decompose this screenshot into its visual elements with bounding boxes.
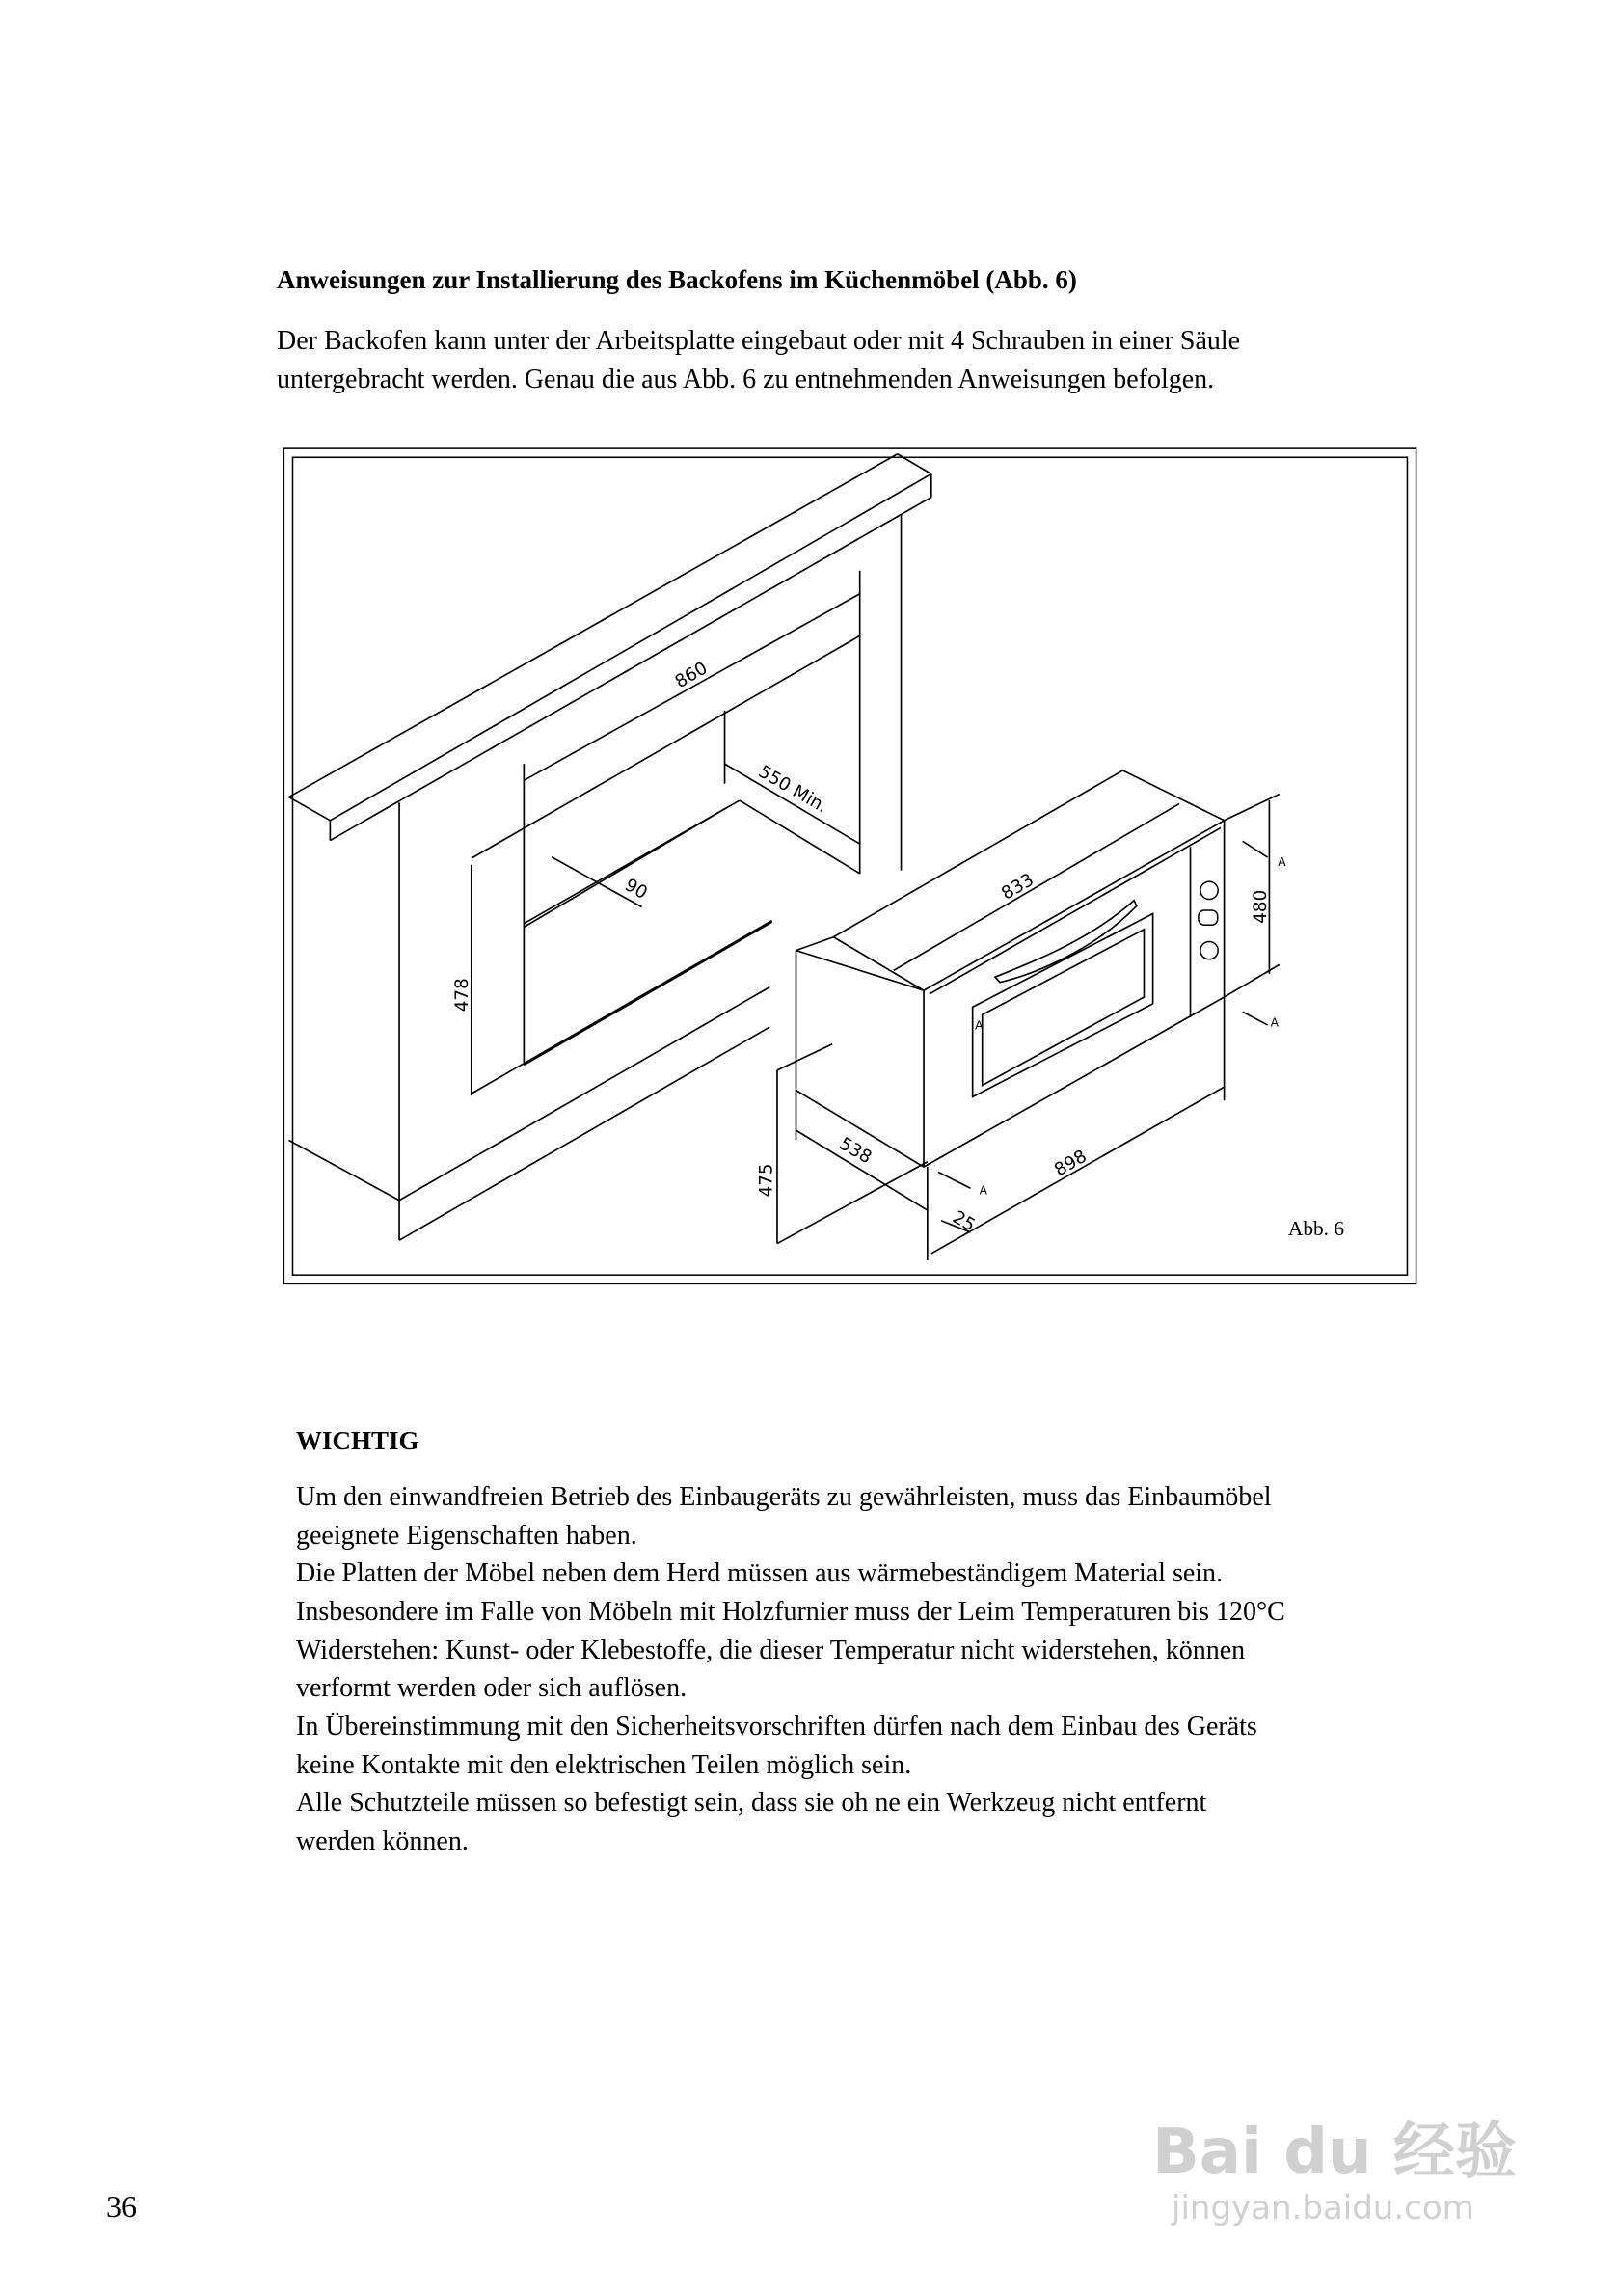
watermark-url: jingyan.baidu.com [1172,2189,1474,2228]
marker-a-3: A [975,1018,984,1033]
dim-478: 478 [451,978,472,1013]
important-line: Um den einwandfreien Betrieb des Einbaugeräts zu gewährleisten, muss das Einbaumöbel [296,1482,1272,1512]
marker-a-4: A [979,1183,988,1198]
intro-line-1: Der Backofen kann unter der Arbeitsplatte eingebaut oder mit 4 Schrauben in einer Säule [277,326,1241,356]
section-heading: Anweisungen zur Installierung des Backofens im Küchenmöbel (Abb. 6) [277,265,1077,294]
figure-caption: Abb. 6 [1287,1217,1345,1241]
dim-25: 25 [949,1206,979,1236]
dim-860: 860 [671,658,712,693]
marker-a-2: A [1270,1015,1279,1030]
oven-dimensions [757,795,1287,1260]
dim-538: 538 [835,1133,876,1169]
dim-898: 898 [1051,1146,1091,1181]
watermark-logo: Bai du 经验 [1152,2117,1517,2188]
important-title: WICHTIG [296,1426,419,1455]
cabinet-dimensions [452,594,860,1095]
dim-480: 480 [1251,889,1272,924]
dim-550-min: 550 Min. [754,761,831,818]
important-line: verformt werden oder sich auflösen. [296,1673,688,1703]
dim-90: 90 [621,875,651,905]
kitchen-cabinet [289,454,931,1240]
dim-833: 833 [998,869,1038,905]
important-line: geeignete Eigenschaften haben. [296,1521,637,1551]
important-line: Alle Schutzteile müssen so befestigt sein, dass sie oh ne ein Werkzeug nicht entfernt [296,1788,1207,1818]
intro-line-2: untergebracht werden. Genau die aus Abb. 6 zu entnehmenden Anweisungen befolgen. [277,365,1215,394]
important-line: In Übereinstimmung mit den Sicherheitsvorschriften dürfen nach dem Einbau des Geräts [296,1712,1257,1742]
marker-a-1: A [1278,855,1286,870]
page-number: 36 [106,2189,137,2224]
dim-475: 475 [756,1163,777,1198]
important-line: Widerstehen: Kunst- oder Klebestoffe, die dieser Temperatur nicht widerstehen, können [296,1635,1246,1665]
important-line: Die Platten der Möbel neben dem Herd müssen aus wärmebeständigem Material sein. [296,1558,1224,1588]
important-line: werden können. [296,1826,469,1856]
important-line: Insbesondere im Falle von Möbeln mit Holzfurnier muss der Leim Temperaturen bis 120°C [296,1597,1285,1627]
important-line: keine Kontakte mit den elektrischen Teilen möglich sein. [296,1750,912,1780]
